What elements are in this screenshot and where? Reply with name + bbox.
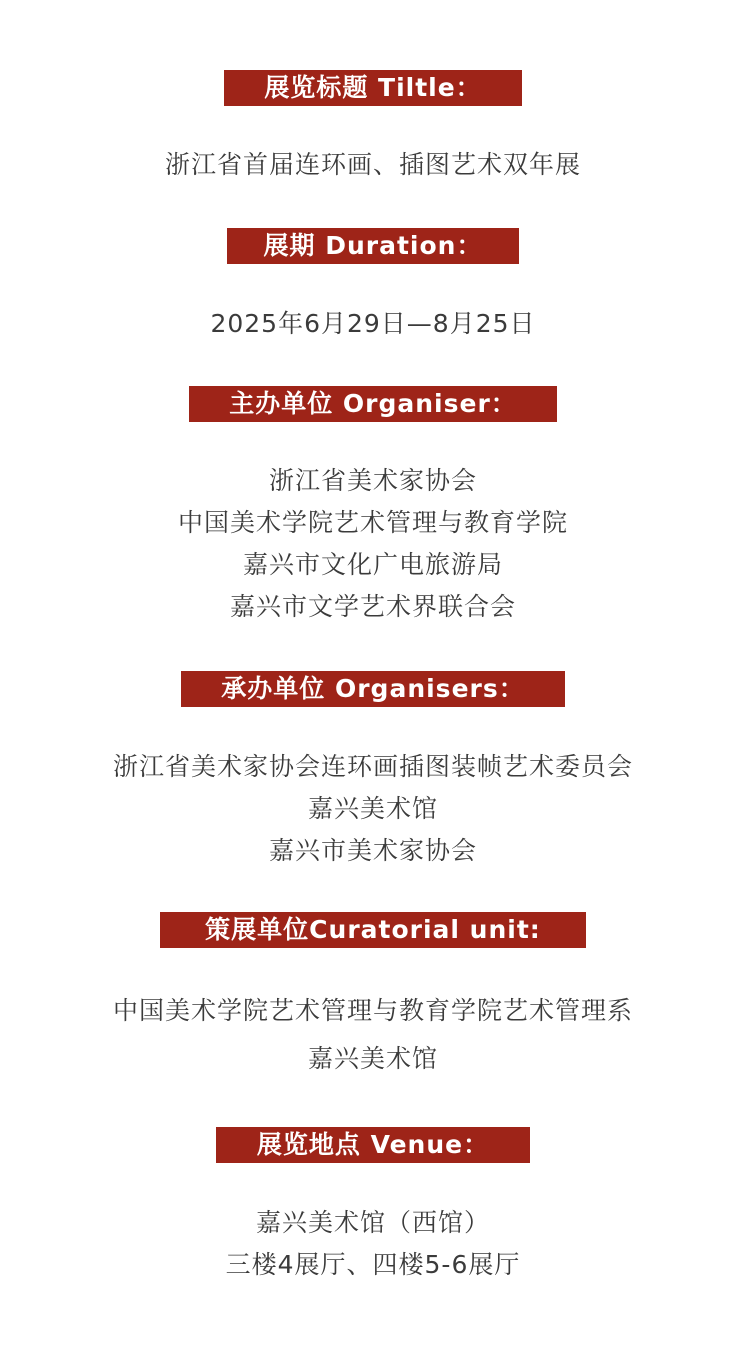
section-body-duration [0, 303, 746, 345]
section-heading-curatorial-unit: 策展单位Curatorial unit: [160, 912, 586, 948]
co-organiser-line: 嘉兴市美术家协会 [268, 836, 477, 865]
section-heading-duration: 展期 Duration： [227, 228, 519, 264]
curatorial-line: 中国美术学院艺术管理与教育学院艺术管理系 [112, 996, 633, 1025]
organiser-line: 中国美术学院艺术管理与教育学院 [177, 508, 568, 537]
venue-line: 三楼4展厅、四楼5-6展厅 [225, 1250, 521, 1279]
section-heading-title: 展览标题 Tiltle： [224, 70, 522, 106]
section-body-organiser [0, 460, 746, 628]
co-organiser-line: 嘉兴美术馆 [307, 794, 438, 823]
curatorial-line: 嘉兴美术馆 [307, 1044, 438, 1073]
section-heading-organiser: 主办单位 Organiser： [189, 386, 557, 422]
organiser-line: 嘉兴市文学艺术界联合会 [229, 592, 516, 621]
exhibition-duration-text: 2025年6月29日—8月25日 [210, 309, 536, 338]
section-body-venue [0, 1202, 746, 1286]
exhibition-title-text: 浙江省首届连环画、插图艺术双年展 [164, 150, 581, 179]
section-body-title [0, 144, 746, 186]
section-body-organisers [0, 746, 746, 872]
organiser-line: 嘉兴市文化广电旅游局 [242, 550, 503, 579]
venue-line: 嘉兴美术馆（西馆） [255, 1208, 490, 1237]
section-heading-venue: 展览地点 Venue： [216, 1127, 530, 1163]
organiser-line: 浙江省美术家协会 [268, 466, 477, 495]
co-organiser-line: 浙江省美术家协会连环画插图装帧艺术委员会 [112, 752, 633, 781]
section-heading-organisers: 承办单位 Organisers： [181, 671, 565, 707]
section-body-curatorial-unit [0, 990, 746, 1080]
